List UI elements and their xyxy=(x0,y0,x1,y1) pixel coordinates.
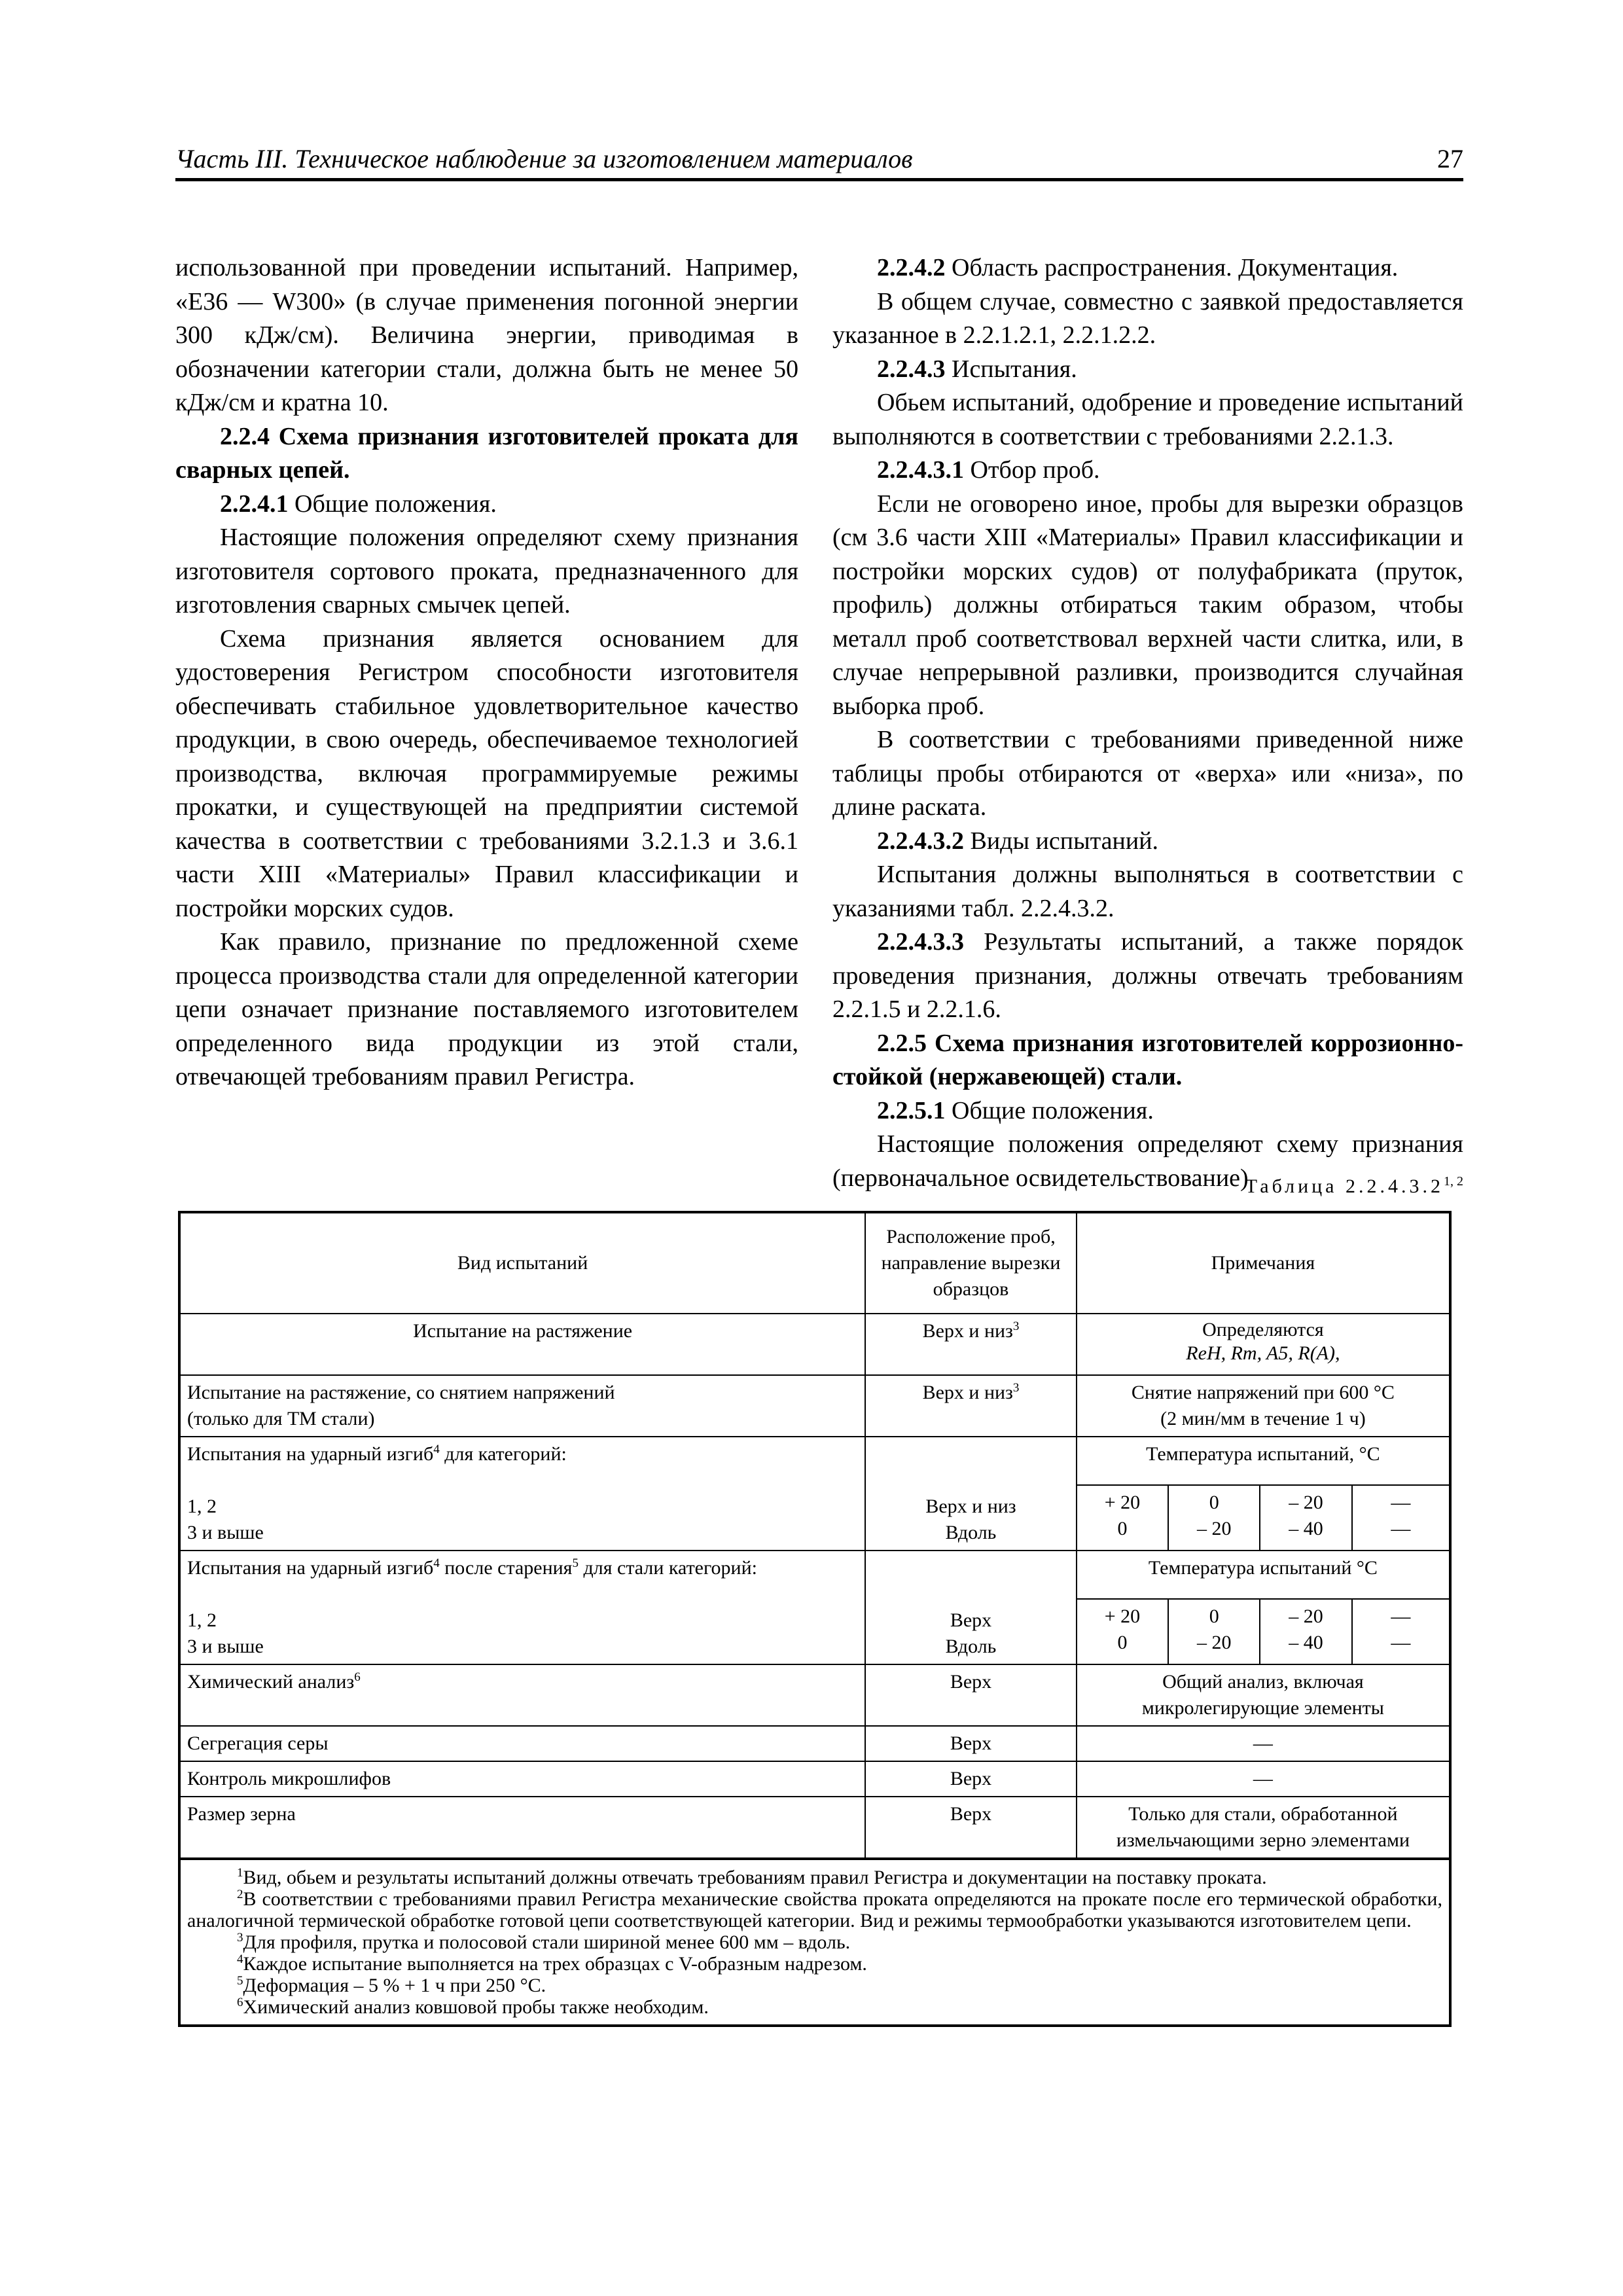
paragraph: Настоящие положения определяют схему признания изготовителя сортового проката, предназначенного для изготовления сварных смычек цепей. xyxy=(175,524,798,619)
footnote: $^5$Деформация – 5 % + 1 ч при 250 °С. xyxy=(237,1974,546,1996)
right-column xyxy=(832,251,1463,1195)
paragraph: 2.2.4.3.2 Виды испытаний. xyxy=(877,827,1159,855)
sample-location: Верх xyxy=(865,1761,1077,1797)
section-heading: 2.2.4 Схема признания изготовителей проката для сварных цепей. xyxy=(175,422,798,484)
temperature-cell: – 20 – 40 xyxy=(1260,1599,1351,1664)
paragraph: 2.2.4.3.1 Отбор проб. xyxy=(877,456,1100,484)
paragraph: Схема признания является основанием для удостоверения Регистром способности изготовителя обеспечивать стабильное удовлетворительное качество продукции, в свою очередь, обеспечиваемое технологией производства, включая программируемые режимы прокатки, и существующей на предприятии системой качества в соответствии с требованиями 3.2.1.3 и 3.6.1 части XIII «Материалы» Правил классификации и постройки морских судов. xyxy=(175,624,798,922)
test-name: Испытание на растяжение, со снятием напряжений (только для ТМ стали) xyxy=(179,1375,865,1437)
sample-location: Верх и низ$^3$ xyxy=(865,1375,1077,1437)
test-name: Сегрегация серы xyxy=(179,1726,865,1761)
temperature-cell: 0 – 20 xyxy=(1168,1485,1260,1551)
test-note: Только для стали, обработанной измельчающими зерно элементами xyxy=(1077,1797,1450,1859)
sample-location: Верх Вдоль xyxy=(865,1551,1077,1664)
sample-location: Верх xyxy=(865,1797,1077,1859)
header-notes: Примечания xyxy=(1077,1212,1450,1314)
test-note: — xyxy=(1077,1726,1450,1761)
left-column xyxy=(175,251,798,1094)
temperature-label: Температура испытаний, °С xyxy=(1077,1437,1450,1485)
temperature-cell: — — xyxy=(1352,1599,1450,1664)
paragraph: Испытания должны выполняться в соответствии с указаниями табл. 2.2.4.3.2. xyxy=(832,861,1463,922)
table-row xyxy=(179,1726,1450,1761)
table-row xyxy=(179,1551,1450,1599)
test-note: Снятие напряжений при 600 °С (2 мин/мм в течение 1 ч) xyxy=(1077,1375,1450,1437)
section-heading: 2.2.5 Схема признания изготовителей коррозионно-стойкой (нержавеющей) стали. xyxy=(832,1029,1463,1090)
table-row xyxy=(179,1314,1450,1375)
running-title: Часть III. Техническое наблюдение за изготовлением материалов xyxy=(175,144,913,173)
table-row xyxy=(179,1761,1450,1797)
table-footnotes xyxy=(179,1859,1450,2026)
temperature-label: Температура испытаний °С xyxy=(1077,1551,1450,1599)
paragraph: 2.2.4.1 Общие положения. xyxy=(220,490,497,518)
footnote: $^2$В соответствии с требованиями правил Регистра механические свойства проката определяются на прокате после его термической обработки, аналогичной термической обработке готовой цепи соответствующей категории. Вид и режимы термообработки указываются изготовителем цепи. xyxy=(187,1888,1442,1931)
temperature-cell: — — xyxy=(1352,1485,1450,1551)
test-name: Испытания на ударный изгиб$^4$ после старения$^5$ для стали категорий: 1, 2 3 и выше xyxy=(179,1551,865,1664)
sample-location: Верх и низ$^3$ xyxy=(865,1314,1077,1375)
paragraph: Настоящие положения определяют схему признания (первоначальное освидетельствование) xyxy=(832,1130,1463,1192)
table-row xyxy=(179,1375,1450,1437)
paragraph: Обьем испытаний, одобрение и проведение испытаний выполняются в соответствии с требованиями 2.2.1.3. xyxy=(832,389,1463,450)
paragraph: 2.2.5.1 Общие положения. xyxy=(877,1096,1154,1124)
tests-table xyxy=(178,1211,1452,2027)
table-row xyxy=(179,1797,1450,1859)
page-number: 27 xyxy=(1437,144,1463,173)
footnote: $^3$Для профиля, прутка и полосовой стали шириной менее 600 мм – вдоль. xyxy=(237,1931,851,1953)
table-footnotes-row xyxy=(179,1859,1450,2026)
paragraph: 2.2.4.3 Испытания. xyxy=(877,355,1077,383)
sample-location: Верх и низ Вдоль xyxy=(865,1437,1077,1551)
test-name: Химический анализ$^6$ xyxy=(179,1664,865,1726)
temperature-cell: + 20 0 xyxy=(1077,1485,1168,1551)
sample-location: Верх xyxy=(865,1664,1077,1726)
test-name: Размер зерна xyxy=(179,1797,865,1859)
test-note: — xyxy=(1077,1761,1450,1797)
paragraph: использованной при проведении испытаний. Например, «Е36 — W300» (в случае применения погонной энергии 300 кДж/см). Величина энергии, приводимая в обозначении категории стали, должна быть не менее 50 кДж/см и кратна 10. xyxy=(175,254,798,416)
test-note: Определяются ReH, Rm, A5, R(A), xyxy=(1077,1314,1450,1375)
paragraph: Если не оговорено иное, пробы для вырезки образцов (см 3.6 части XIII «Материалы» Правил классификации и постройки морских судов) от полуфабриката (пруток, профиль) должны отбираться таким образом, чтобы металл проб соответствовал верхней части слитка, или, в случае непрерывной разливки, производится случайная выборка проб. xyxy=(832,490,1463,720)
table-header-row xyxy=(179,1212,1450,1314)
page-header xyxy=(175,144,1463,181)
temperature-cell: – 20 – 40 xyxy=(1260,1485,1351,1551)
test-name: Контроль микрошлифов xyxy=(179,1761,865,1797)
footnote: $^1$Вид, обьем и результаты испытаний должны отвечать требованиям правил Регистра и документации на поставку проката. xyxy=(237,1866,1267,1888)
paragraph: В соответствии с требованиями приведенной ниже таблицы пробы отбираются от «верха» или «низа», по длине раската. xyxy=(832,726,1463,821)
header-sample-location: Расположение проб, направление вырезки образцов xyxy=(865,1212,1077,1314)
footnote: $^6$Химический анализ ковшовой пробы также необходим. xyxy=(237,1996,709,2018)
footnote: $^4$Каждое испытание выполняется на трех образцах с V-образным надрезом. xyxy=(237,1952,867,1975)
test-note: Общий анализ, включая микролегирующие элементы xyxy=(1077,1664,1450,1726)
paragraph: 2.2.4.2 Область распространения. Документация. xyxy=(877,254,1399,281)
table-row xyxy=(179,1437,1450,1485)
paragraph: 2.2.4.3.3 Результаты испытаний, а также порядок проведения признания, должны отвечать требованиям 2.2.1.5 и 2.2.1.6. xyxy=(832,928,1463,1023)
sample-location: Верх xyxy=(865,1726,1077,1761)
paragraph: В общем случае, совместно с заявкой предоставляется указанное в 2.2.1.2.1, 2.2.1.2.2. xyxy=(832,287,1463,349)
temperature-cell: 0 – 20 xyxy=(1168,1599,1260,1664)
table-row xyxy=(179,1664,1450,1726)
test-name: Испытание на растяжение xyxy=(179,1314,865,1375)
table-caption: Таблица 2.2.4.3.2$^{1, 2}$ xyxy=(1245,1174,1463,1197)
temperature-cell: + 20 0 xyxy=(1077,1599,1168,1664)
paragraph: Как правило, признание по предложенной схеме процесса производства стали для определенной категории цепи означает признание поставляемого изготовителем определенного вида продукции из этой стали, отвечающей требованиям правил Регистра. xyxy=(175,928,798,1090)
test-name: Испытания на ударный изгиб$^4$ для категорий: 1, 2 3 и выше xyxy=(179,1437,865,1551)
header-test-type: Вид испытаний xyxy=(179,1212,865,1314)
